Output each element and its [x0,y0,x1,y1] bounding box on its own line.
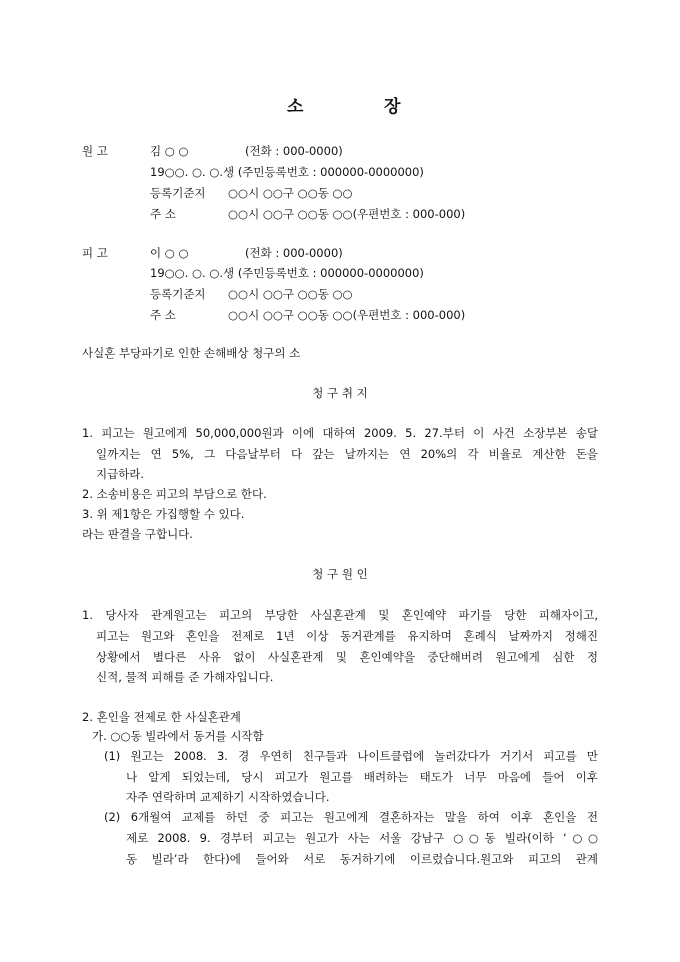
claim-cause-item-1-line-2: 피고는 원고와 혼인을 전제로 1년 이상 동거관계를 유지하며 혼례식 날짜까지 정해진 [96,629,598,643]
plaintiff-address-label: 주 소 [150,207,176,221]
claim-purpose-heading: 청 구 취 지 [312,386,368,400]
claim-cause-para-1-line-2: 나 알게 되었는데, 당시 피고가 원고를 배려하는 태도가 너무 마음에 들어 이후 [126,770,598,784]
plaintiff-phone: (전화 : 000-0000) [245,144,343,158]
plaintiff-registered-label: 등록기준지 [150,186,206,200]
defendant-address-value: ○○시 ○○구 ○○동 ○○(우편번호 : 000-000) [228,308,466,322]
plaintiff-name: 김 ○ ○ [150,144,189,158]
claim-purpose-item-2: 2. 소송비용은 피고의 부담으로 한다. [82,487,267,501]
document-title [0,92,680,117]
defendant-phone: (전화 : 000-0000) [245,246,343,260]
claim-cause-item-1-line-4: 신적, 물적 피해를 준 가해자입니다. [96,670,274,684]
claim-cause-para-2-line-2: 제로 2008. 9. 경부터 피고는 원고가 사는 서울 강남구 ○○동 빌라(이하 ‘○○ [126,831,598,845]
claim-cause-para-2-line-3: 동 빌라’라 한다)에 들어와 서로 동거하기에 이르렀습니다.원고와 피고의 관계 [126,852,598,866]
claim-cause-para-1-line-3: 자주 연락하며 교제하기 시작하였습니다. [126,790,330,804]
title-char-1: 소 [287,97,304,117]
claim-cause-para-1-line-1: (1) 원고는 2008. 3. 경 우연히 친구들과 나이트클럽에 놀러갔다가 거기서 피고를 만 [104,749,598,763]
plaintiff-registered-value: ○○시 ○○구 ○○동 ○○ [228,186,353,200]
plaintiff-birth: 19○○. ○. ○.생 (주민등록번호 : 000000-0000000) [150,165,424,179]
claim-cause-item-1-line-3: 상황에서 별다른 사유 없이 사실혼관계 및 혼인예약을 중단해버려 원고에게 심한 정 [96,650,598,664]
plaintiff-address-value: ○○시 ○○구 ○○동 ○○(우편번호 : 000-000) [228,207,466,221]
defendant-role: 피 고 [82,246,108,260]
claim-purpose-item-3: 3. 위 제1항은 가집행할 수 있다. [82,507,245,521]
claim-cause-heading: 청 구 원 인 [312,567,368,581]
title-char-2: 장 [384,97,401,117]
plaintiff-role: 원 고 [82,144,108,158]
defendant-registered-label: 등록기준지 [150,287,206,301]
claim-cause-item-2-sub-a: 가. ○○동 빌라에서 동거를 시작함 [92,729,264,743]
claim-purpose-item-1-line-2: 일까지는 연 5%, 그 다음날부터 다 갚는 날까지는 연 20%의 각 비율로 계산한 돈을 [96,447,598,461]
claim-purpose-closing: 라는 판결을 구합니다. [82,527,193,541]
defendant-address-label: 주 소 [150,308,176,322]
claim-cause-item-1-line-1: 1. 당사자 관계원고는 피고의 부당한 사실혼관계 및 혼인예약 파기를 당한 피해자이고, [82,608,598,622]
defendant-name: 이 ○ ○ [150,246,189,260]
claim-purpose-item-1-line-1: 1. 피고는 원고에게 50,000,000원과 이에 대하여 2009. 5. 27.부터 이 사건 소장부본 송달 [82,426,598,440]
claim-cause-para-2-line-1: (2) 6개월여 교제를 하던 중 피고는 원고에게 결혼하자는 말을 하여 이후 혼인을 전 [104,810,598,824]
defendant-birth: 19○○. ○. ○.생 (주민등록번호 : 000000-0000000) [150,266,424,280]
claim-purpose-item-1-line-3: 지급하라. [96,467,145,481]
claim-cause-item-2: 2. 혼인을 전제로 한 사실혼관계 [82,710,241,724]
defendant-registered-value: ○○시 ○○구 ○○동 ○○ [228,287,353,301]
case-name: 사실혼 부당파기로 인한 손해배상 청구의 소 [82,346,301,360]
